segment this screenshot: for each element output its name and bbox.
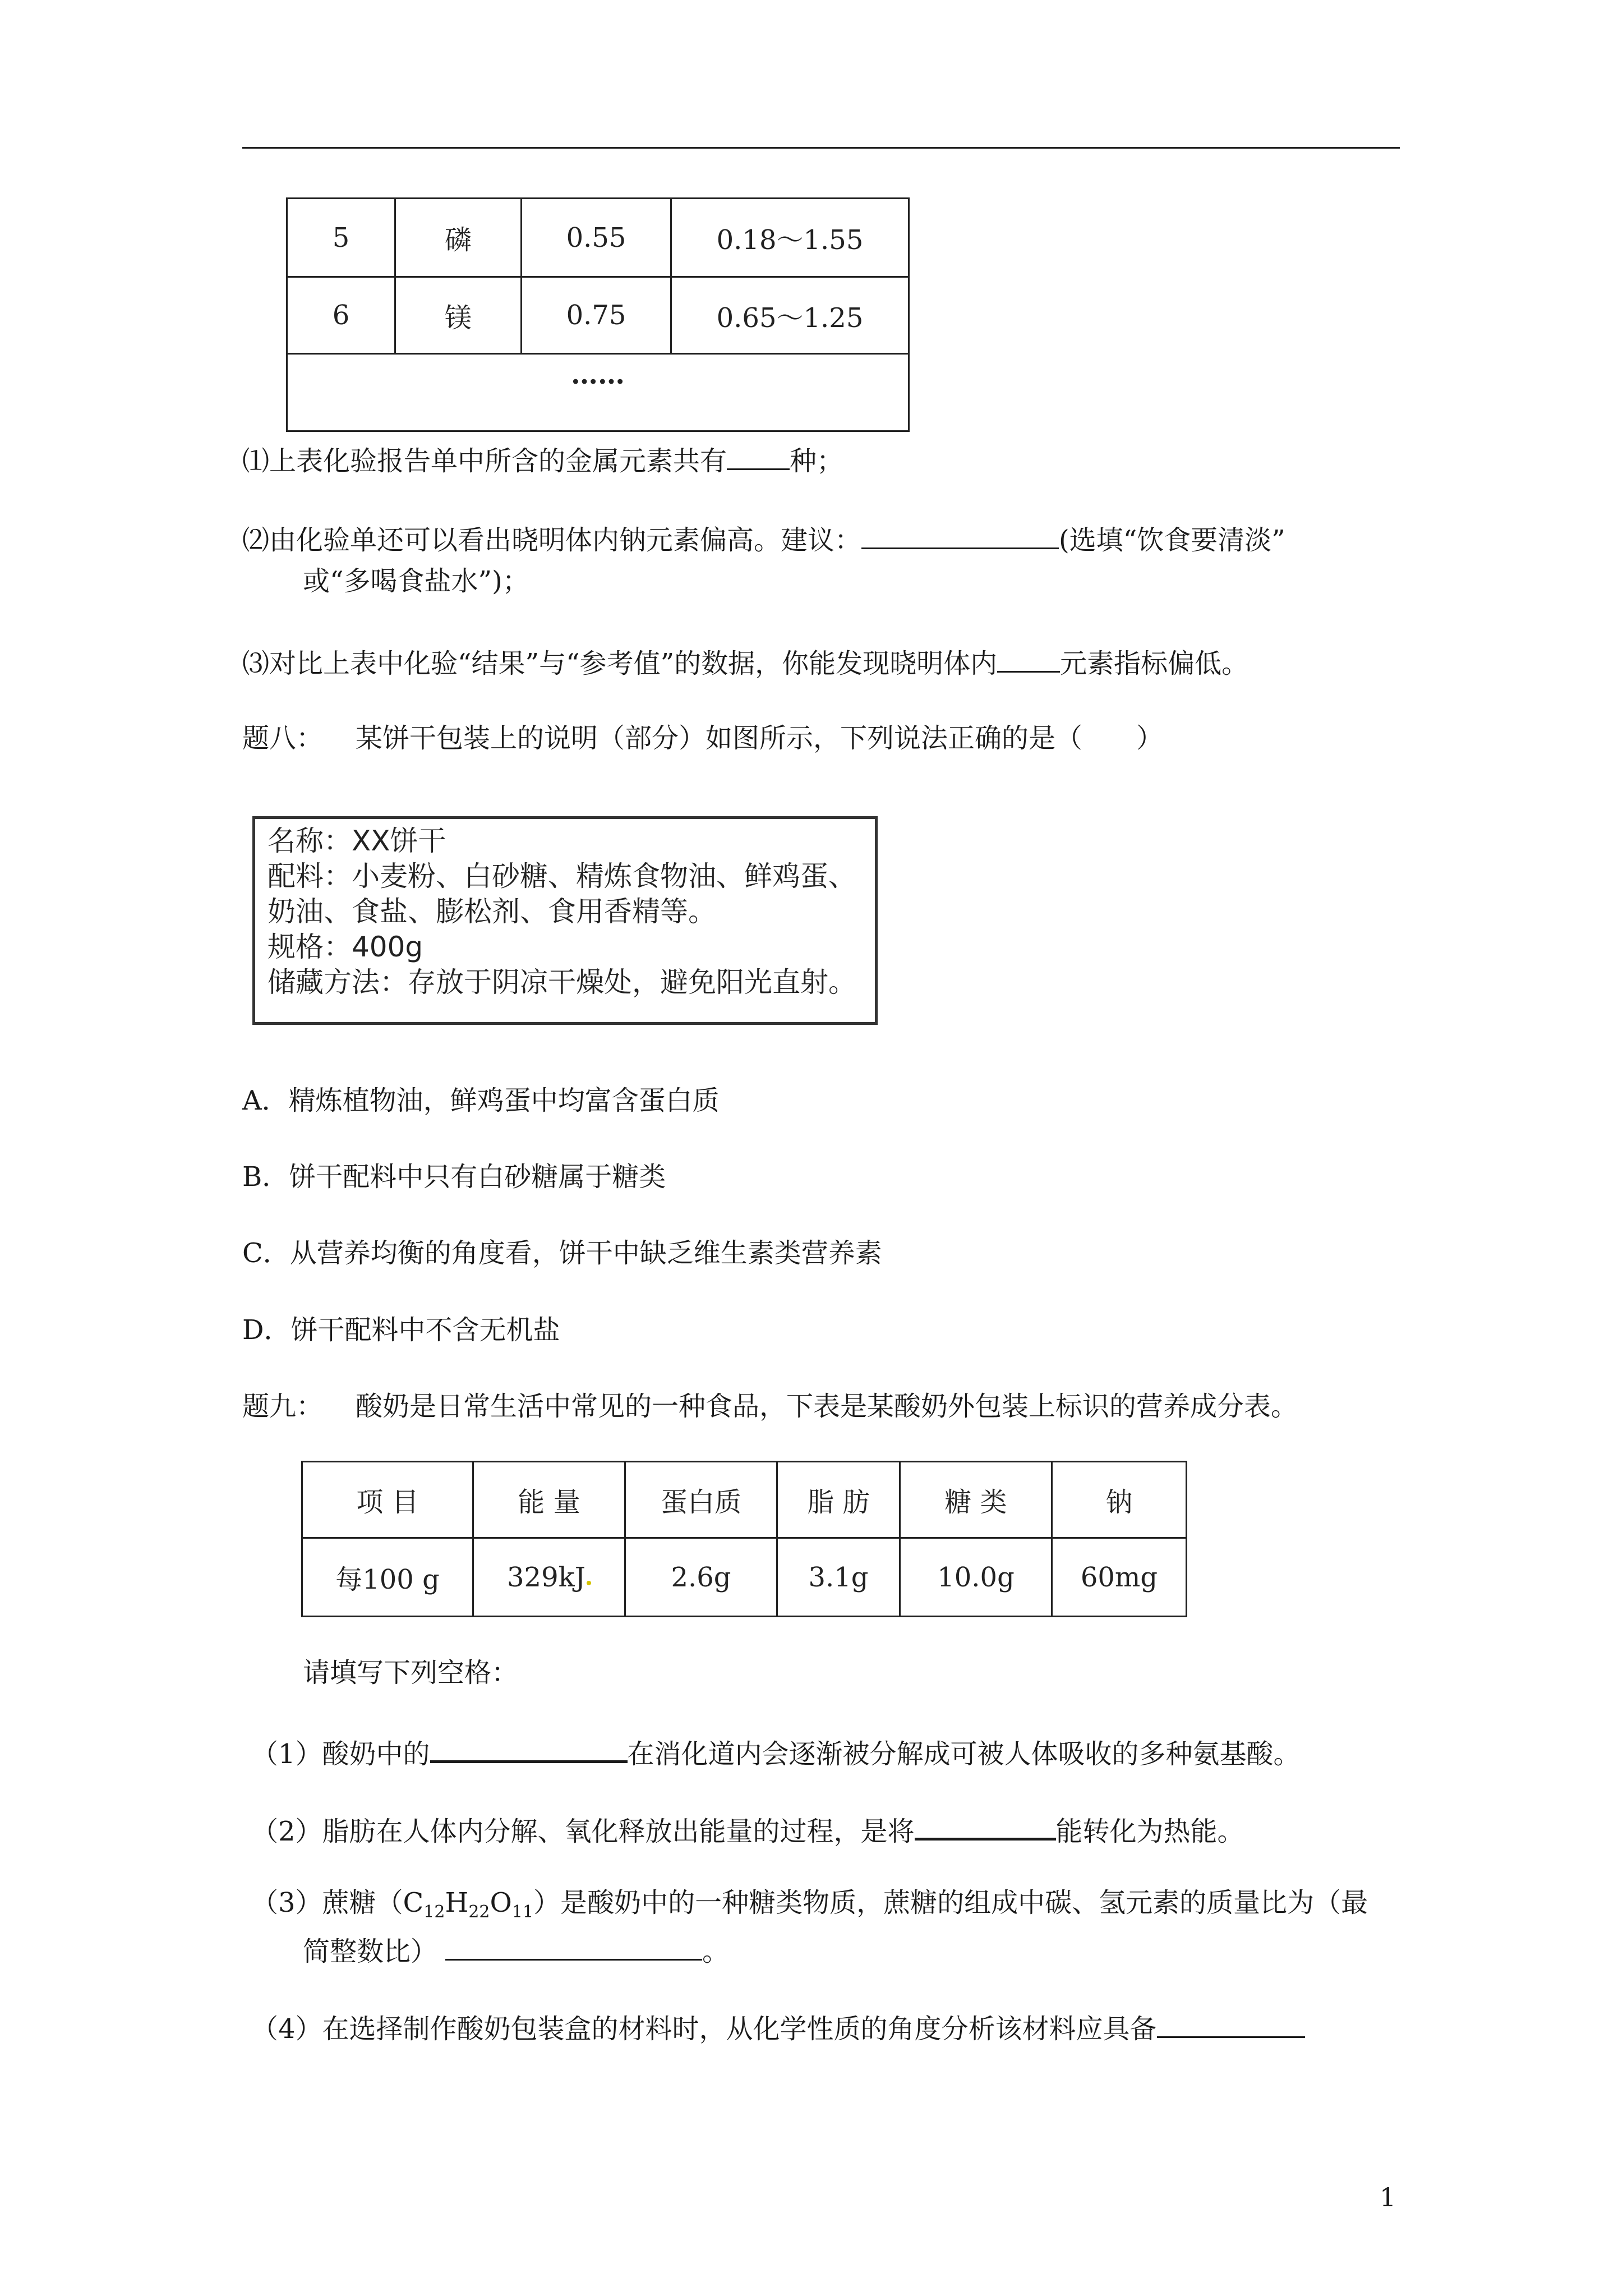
answer-blank — [445, 1931, 702, 1961]
table-header: 能 量 — [473, 1462, 625, 1538]
table-cell: 镁 — [395, 277, 522, 354]
fill-item-3-text-2: 简整数比） — [303, 1936, 438, 1967]
fill-item-3-suffix: 。 — [702, 1936, 730, 1967]
label-spec-line: 规格：400g — [268, 931, 423, 963]
answer-blank — [727, 440, 790, 470]
option-c: C．从营养均衡的角度看，饼干中缺乏维生素类营养素 — [242, 1237, 882, 1269]
problem-8-label: 题八： — [242, 723, 324, 754]
lab-report-table — [286, 197, 910, 432]
fill-intro: 请填写下列空格： — [303, 1657, 519, 1688]
table-header: 钠 — [1052, 1462, 1187, 1538]
nutrition-table — [301, 1461, 1187, 1617]
question-2-hint: (选填“饮食要清淡” — [1059, 524, 1285, 556]
table-header: 蛋白质 — [625, 1462, 777, 1538]
problem-9-label: 题九： — [242, 1391, 324, 1422]
table-cell: 0.55 — [522, 199, 671, 277]
header-rule — [242, 147, 1400, 149]
answer-blank — [861, 519, 1059, 549]
fill-item-3-text: ）是酸奶中的一种糖类物质，蔗糖的组成中碳、氢元素的质量比为（最 — [533, 1887, 1368, 1918]
subscript: 11 — [511, 1902, 534, 1922]
answer-blank — [430, 1732, 628, 1763]
table-cell: 60mg — [1052, 1538, 1187, 1617]
fill-item-2-text: （2）脂肪在人体内分解、氧化释放出能量的过程，是将 — [251, 1816, 915, 1847]
option-d: D．饼干配料中不含无机盐 — [242, 1314, 560, 1346]
question-1 — [242, 440, 843, 478]
table-cell: 0.65～1.25 — [671, 277, 909, 354]
table-cell: 0.18～1.55 — [671, 199, 909, 277]
formula-h: H — [445, 1887, 469, 1918]
fill-item-1 — [251, 1732, 1301, 1771]
fill-item-2 — [251, 1810, 1244, 1848]
table-cell: 6 — [287, 277, 395, 354]
problem-9-text: 酸奶是日常生活中常见的一种食品，下表是某酸奶外包装上标识的营养成分表。 — [356, 1391, 1298, 1422]
table-cell: 3.1g — [777, 1538, 900, 1617]
fill-item-4-text: （4）在选择制作酸奶包装盒的材料时，从化学性质的角度分析该材料应具备 — [251, 2013, 1157, 2045]
table-cell: 磷 — [395, 199, 522, 277]
fill-item-2-suffix: 能转化为热能。 — [1055, 1816, 1244, 1847]
question-1-text: ⑴上表化验报告单中所含的金属元素共有 — [242, 445, 727, 477]
table-ellipsis: …… — [287, 354, 909, 431]
table-row — [287, 277, 909, 354]
table-cell: 10.0g — [900, 1538, 1052, 1617]
table-cell: 每100 g — [302, 1538, 473, 1617]
question-3 — [242, 643, 1248, 680]
answer-blank — [997, 643, 1060, 673]
question-2-continued: 或“多喝食盐水”)； — [303, 565, 529, 597]
table-cell: 2.6g — [625, 1538, 777, 1617]
table-row — [287, 354, 909, 431]
problem-9 — [242, 1389, 1298, 1423]
table-header: 糖 类 — [900, 1462, 1052, 1538]
question-3-suffix: 元素指标偏低。 — [1060, 648, 1249, 679]
question-2 — [242, 519, 1285, 557]
label-storage-line: 储藏方法：存放于阴凉干燥处，避免阳光直射。 — [268, 966, 856, 999]
problem-8-text: 某饼干包装上的说明（部分）如图所示，下列说法正确的是（ ） — [356, 723, 1164, 754]
answer-blank — [1157, 2008, 1305, 2038]
label-name-line: 名称：XX饼干 — [268, 825, 446, 857]
table-row — [287, 199, 909, 277]
table-header: 项 目 — [302, 1462, 473, 1538]
mark-dot — [587, 1581, 591, 1585]
table-header-row — [302, 1462, 1187, 1538]
formula-o: O — [490, 1887, 512, 1918]
fill-item-4 — [251, 2008, 1305, 2046]
fill-item-3 — [251, 1886, 1368, 1920]
table-header: 脂 肪 — [777, 1462, 900, 1538]
option-b: B．饼干配料中只有白砂糖属于糖类 — [242, 1161, 666, 1193]
table-cell: 5 — [287, 199, 395, 277]
biscuit-label-image — [252, 816, 878, 1025]
fill-item-1-suffix: 在消化道内会逐渐被分解成可被人体吸收的多种氨基酸。 — [627, 1738, 1301, 1770]
page-number: 1 — [1380, 2182, 1396, 2212]
option-a: A．精炼植物油，鲜鸡蛋中均富含蛋白质 — [242, 1085, 720, 1116]
label-ingredients-line: 配料：小麦粉、白砂糖、精炼食物油、鲜鸡蛋、 — [268, 860, 856, 892]
question-3-text: ⑶对比上表中化验“结果”与“参考值”的数据，你能发现晓明体内 — [242, 648, 998, 679]
formula-prefix: （3）蔗糖（C — [251, 1887, 424, 1918]
question-2-text: ⑵由化验单还可以看出晓明体内钠元素偏高。建议： — [242, 524, 862, 556]
subscript: 22 — [468, 1902, 490, 1922]
question-1-suffix: 种； — [790, 445, 844, 477]
table-row — [302, 1538, 1187, 1617]
table-cell — [473, 1538, 625, 1617]
problem-8 — [242, 721, 1163, 755]
table-cell: 0.75 — [522, 277, 671, 354]
fill-item-3-continued — [303, 1931, 729, 1968]
fill-item-1-text: （1）酸奶中的 — [251, 1738, 430, 1770]
answer-blank — [915, 1810, 1056, 1841]
energy-value: 329kJ — [507, 1561, 585, 1593]
subscript: 12 — [423, 1902, 445, 1922]
label-ingredients-line-2: 奶油、食盐、膨松剂、食用香精等。 — [268, 895, 716, 928]
